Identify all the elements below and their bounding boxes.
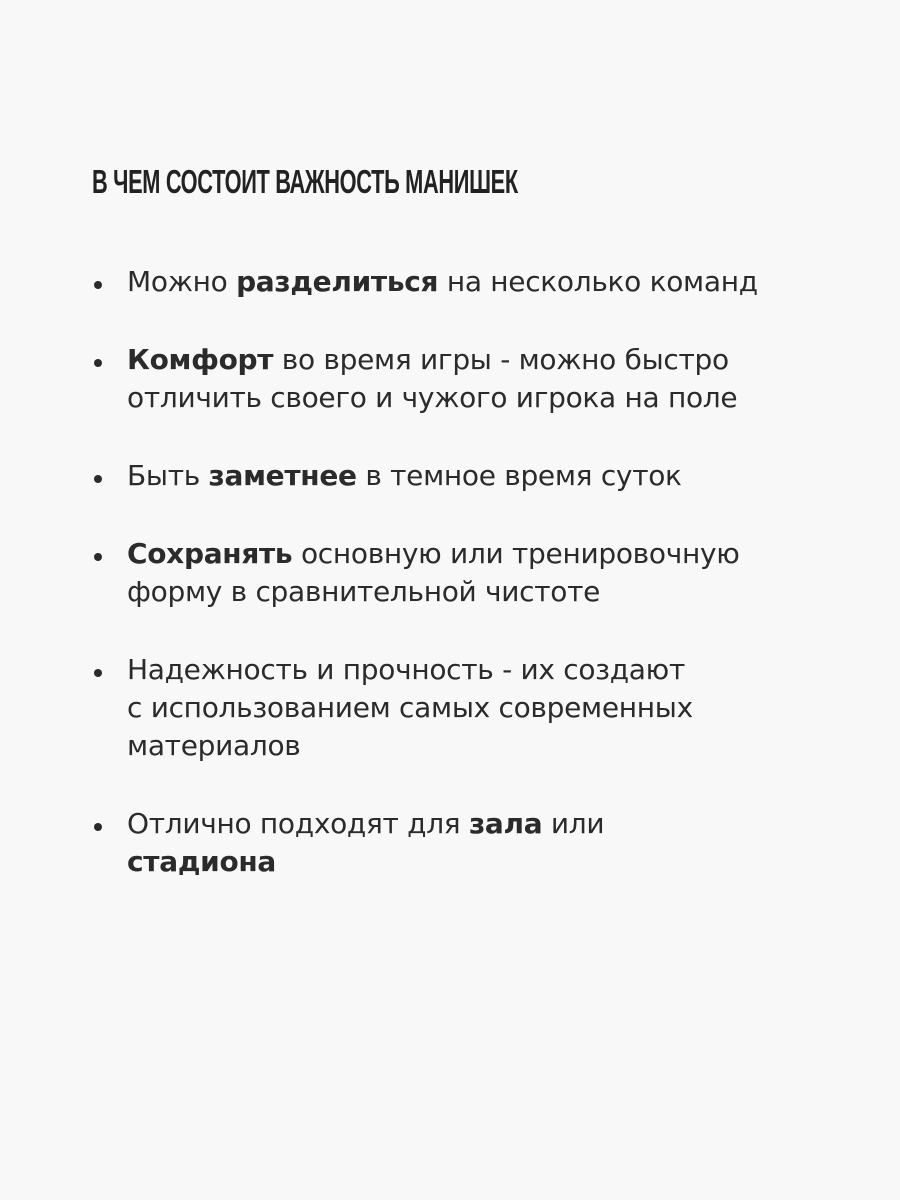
body-text: основную или тренировочную (292, 537, 740, 570)
list-item-line (127, 341, 854, 379)
bullet-icon (94, 823, 102, 831)
list-item-line (127, 263, 854, 301)
body-text: Отлично подходят для (127, 807, 469, 840)
list-item-line (127, 379, 854, 417)
list-item-line (127, 535, 854, 573)
list-item-line (127, 805, 854, 843)
emphasis-text: разделиться (236, 265, 439, 298)
body-text: Надежность и прочность - их создают (127, 653, 685, 686)
benefit-list (94, 263, 854, 921)
list-item-line (127, 843, 854, 881)
body-text: форму в сравнительной чистоте (127, 575, 601, 608)
emphasis-text: зала (468, 807, 543, 840)
emphasis-text: Комфорт (127, 343, 274, 376)
list-item-line (127, 689, 854, 727)
body-text: на несколько команд (438, 265, 758, 298)
bullet-icon (94, 359, 102, 367)
list-item (94, 805, 854, 881)
body-text: в темное время суток (356, 459, 682, 492)
list-item-line (127, 573, 854, 611)
list-item (94, 263, 854, 301)
bullet-icon (94, 669, 102, 677)
body-text: отличить своего и чужого игрока на поле (127, 381, 738, 414)
emphasis-text: Сохранять (127, 537, 293, 570)
list-item (94, 535, 854, 611)
list-item (94, 341, 854, 417)
page-heading: В ЧЕМ СОСТОИТ ВАЖНОСТЬ МАНИШЕК (92, 163, 518, 200)
list-item (94, 457, 854, 495)
emphasis-text: заметнее (208, 459, 357, 492)
body-text: с использованием самых современных (127, 691, 693, 724)
body-text: материалов (127, 729, 301, 762)
bullet-icon (94, 475, 102, 483)
bullet-icon (94, 281, 102, 289)
body-text: или (542, 807, 605, 840)
bullet-icon (94, 553, 102, 561)
list-item (94, 651, 854, 765)
list-item-line (127, 651, 854, 689)
emphasis-text: стадиона (127, 845, 277, 878)
list-item-line (127, 457, 854, 495)
body-text: Можно (127, 265, 237, 298)
body-text: во время игры - можно быстро (273, 343, 729, 376)
list-item-line (127, 727, 854, 765)
body-text: Быть (127, 459, 209, 492)
